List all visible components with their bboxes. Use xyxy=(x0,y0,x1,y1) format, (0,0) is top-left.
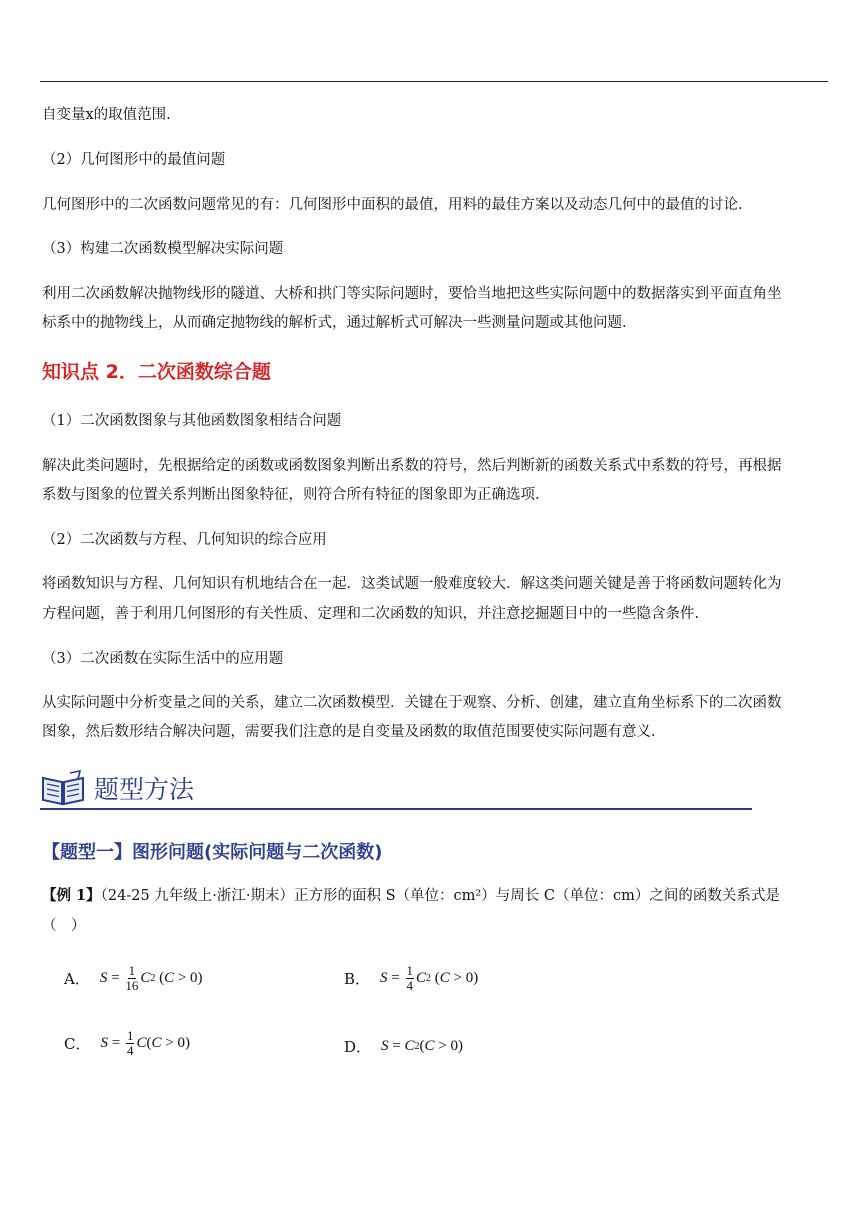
option-c[interactable] xyxy=(64,1029,190,1058)
p3-title: （3）构建二次函数模型解决实际问题 xyxy=(42,241,284,257)
option-c-formula: S = $\frac{1}{4}$ C ( C > 0) xyxy=(100,1028,190,1058)
header-rule xyxy=(40,81,828,82)
k3-title: （3）二次函数在实际生活中的应用题 xyxy=(42,651,284,667)
option-a[interactable] xyxy=(64,964,203,993)
k3-text-2: 图象，然后数形结合解决问题，需要我们注意的是自变量及函数的取值范围要使实际问题有意义. xyxy=(42,724,656,740)
example-1 xyxy=(42,886,780,906)
section-rule xyxy=(40,808,752,810)
option-d[interactable] xyxy=(344,1036,463,1057)
k2-text-1: 将函数知识与方程、几何知识有机地结合在一起．这类试题一般难度较大．解这类问题关键是善于将函数问题转化为 xyxy=(42,576,782,592)
section-header xyxy=(40,766,752,812)
fraction: $\frac{1}{16}$ xyxy=(125,963,139,993)
k1-title: （1）二次函数图象与其他函数图象相结合问题 xyxy=(42,413,342,429)
intro-line: 自变量x的取值范围. xyxy=(42,107,171,123)
option-a-formula: S = $\frac{1}{16}$ C 2 ( C > 0) xyxy=(99,963,203,993)
type-1-heading: 【题型一】图形问题(实际问题与二次函数) xyxy=(42,842,383,863)
knowledge-point-2-heading: 知识点 2．二次函数综合题 xyxy=(42,361,271,383)
section-title: 题型方法 xyxy=(94,775,195,804)
example-tag: 【例 1】 xyxy=(42,887,101,904)
option-b-label: B． xyxy=(344,970,371,988)
option-b[interactable] xyxy=(344,964,478,993)
k3-text-1: 从实际问题中分析变量之间的关系，建立二次函数模型．关键在于观察、分析、创建，建立直角坐标系下的二次函数 xyxy=(42,695,782,711)
p2-text: 几何图形中的二次函数问题常见的有：几何图形中面积的最值，用料的最佳方案以及动态几何中的最值的讨论. xyxy=(42,197,743,213)
open-book-icon xyxy=(40,770,86,812)
p3-text-2: 标系中的抛物线上，从而确定抛物线的解析式，通过解析式可解决一些测量问题或其他问题. xyxy=(42,315,627,331)
p2-title: （2）几何图形中的最值问题 xyxy=(42,152,226,168)
option-c-label: C． xyxy=(64,1035,91,1053)
p3-text-1: 利用二次函数解决抛物线形的隧道、大桥和拱门等实际问题时，要恰当地把这些实际问题中的数据落实到平面直角坐 xyxy=(42,286,782,302)
option-b-formula: S = $\frac{1}{4}$ C 2 ( C > 0) xyxy=(380,963,479,993)
answer-paren: （ ） xyxy=(42,918,86,934)
k2-text-2: 方程问题，善于利用几何图形的有关性质、定理和二次函数的知识，并注意挖掘题目中的一些隐含条件. xyxy=(42,606,700,622)
option-d-formula: S = C 2 ( C > 0) xyxy=(381,1038,463,1054)
k1-text-1: 解决此类问题时，先根据给定的函数或函数图象判断出系数的符号，然后判断新的函数关系式中系数的符号，再根据 xyxy=(42,458,782,474)
example-text: （24-25 九年级上·浙江·期末）正方形的面积 S（单位：cm²）与周长 C（单位：cm）之间的函数关系式是 xyxy=(100,888,780,904)
k2-title: （2）二次函数与方程、几何知识的综合应用 xyxy=(42,532,327,548)
fraction: $\frac{1}{4}$ xyxy=(406,963,413,993)
option-a-label: A． xyxy=(64,970,90,988)
fraction: $\frac{1}{4}$ xyxy=(126,1028,134,1058)
k1-text-2: 系数与图象的位置关系判断出图象特征，则符合所有特征的图象即为正确选项. xyxy=(42,487,540,503)
option-d-label: D． xyxy=(344,1038,372,1056)
